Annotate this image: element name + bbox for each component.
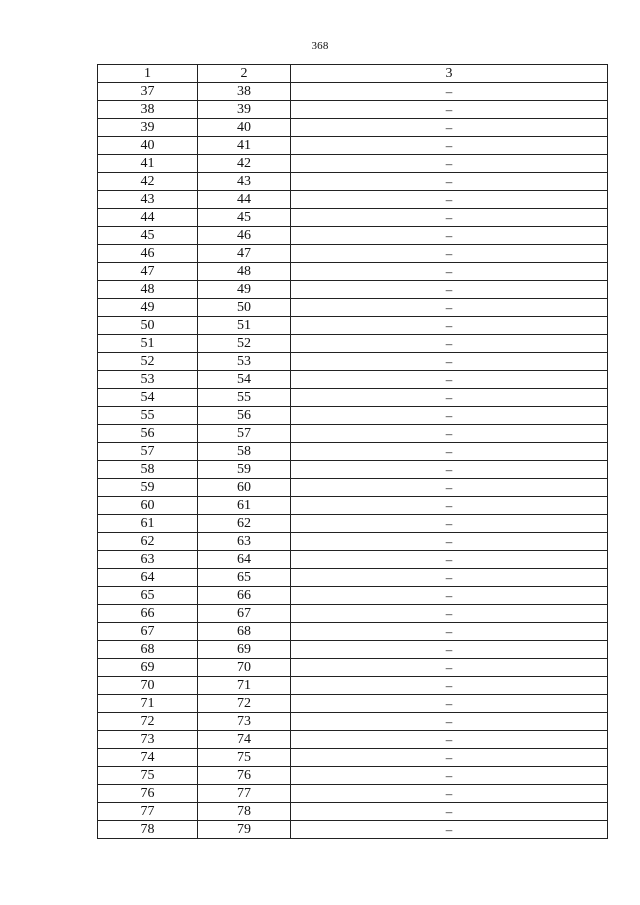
table-cell-col-3: – xyxy=(291,101,608,119)
table-cell-col-3: – xyxy=(291,479,608,497)
table-row xyxy=(98,389,608,407)
table-row xyxy=(98,173,608,191)
table-row xyxy=(98,677,608,695)
table-row xyxy=(98,425,608,443)
table-cell-col-2: 75 xyxy=(198,749,291,767)
table-row xyxy=(98,299,608,317)
table-row xyxy=(98,245,608,263)
table-cell-col-2: 62 xyxy=(198,515,291,533)
table-cell-col-1: 76 xyxy=(98,785,198,803)
table-cell-col-3: – xyxy=(291,623,608,641)
table-cell-col-2: 78 xyxy=(198,803,291,821)
table-cell-col-2: 53 xyxy=(198,353,291,371)
table-row xyxy=(98,659,608,677)
table-cell-col-1: 54 xyxy=(98,389,198,407)
table-cell-col-2: 68 xyxy=(198,623,291,641)
table-cell-col-1: 65 xyxy=(98,587,198,605)
table-cell-col-2: 65 xyxy=(198,569,291,587)
table-cell-col-3: – xyxy=(291,191,608,209)
column-header-2: 2 xyxy=(198,65,291,83)
table-cell-col-3: – xyxy=(291,209,608,227)
table-cell-col-2: 45 xyxy=(198,209,291,227)
table-cell-col-3: – xyxy=(291,641,608,659)
table-cell-col-1: 70 xyxy=(98,677,198,695)
table-cell-col-2: 77 xyxy=(198,785,291,803)
table-cell-col-2: 76 xyxy=(198,767,291,785)
table-cell-col-1: 50 xyxy=(98,317,198,335)
table-cell-col-2: 54 xyxy=(198,371,291,389)
table-row xyxy=(98,443,608,461)
table-cell-col-1: 61 xyxy=(98,515,198,533)
table-cell-col-3: – xyxy=(291,551,608,569)
table-cell-col-2: 47 xyxy=(198,245,291,263)
table-cell-col-2: 46 xyxy=(198,227,291,245)
table-cell-col-3: – xyxy=(291,173,608,191)
table-cell-col-3: – xyxy=(291,371,608,389)
table-row xyxy=(98,785,608,803)
table-cell-col-2: 66 xyxy=(198,587,291,605)
table-row xyxy=(98,371,608,389)
table-cell-col-1: 75 xyxy=(98,767,198,785)
table-row xyxy=(98,641,608,659)
table-cell-col-1: 49 xyxy=(98,299,198,317)
table-cell-col-2: 67 xyxy=(198,605,291,623)
table-cell-col-3: – xyxy=(291,83,608,101)
table-row xyxy=(98,191,608,209)
table-cell-col-3: – xyxy=(291,803,608,821)
table-cell-col-1: 77 xyxy=(98,803,198,821)
table-row xyxy=(98,335,608,353)
table-cell-col-1: 55 xyxy=(98,407,198,425)
table-cell-col-2: 38 xyxy=(198,83,291,101)
table-cell-col-2: 41 xyxy=(198,137,291,155)
table-cell-col-1: 56 xyxy=(98,425,198,443)
table-cell-col-2: 49 xyxy=(198,281,291,299)
table-cell-col-3: – xyxy=(291,137,608,155)
table-row xyxy=(98,713,608,731)
table-cell-col-2: 51 xyxy=(198,317,291,335)
table-row xyxy=(98,227,608,245)
table-row xyxy=(98,605,608,623)
table-cell-col-3: – xyxy=(291,587,608,605)
table-cell-col-1: 73 xyxy=(98,731,198,749)
table-cell-col-1: 47 xyxy=(98,263,198,281)
table-cell-col-2: 71 xyxy=(198,677,291,695)
table-header xyxy=(98,65,608,83)
table-cell-col-3: – xyxy=(291,263,608,281)
table-cell-col-1: 52 xyxy=(98,353,198,371)
table-row xyxy=(98,353,608,371)
table-row xyxy=(98,623,608,641)
table-cell-col-3: – xyxy=(291,353,608,371)
table-cell-col-1: 66 xyxy=(98,605,198,623)
table-cell-col-1: 39 xyxy=(98,119,198,137)
table-cell-col-1: 46 xyxy=(98,245,198,263)
table-row xyxy=(98,587,608,605)
table-cell-col-2: 60 xyxy=(198,479,291,497)
table-cell-col-2: 52 xyxy=(198,335,291,353)
table-cell-col-1: 78 xyxy=(98,821,198,839)
table-cell-col-1: 51 xyxy=(98,335,198,353)
table-cell-col-1: 71 xyxy=(98,695,198,713)
table-cell-col-1: 72 xyxy=(98,713,198,731)
table-cell-col-2: 55 xyxy=(198,389,291,407)
table-cell-col-1: 59 xyxy=(98,479,198,497)
table-cell-col-3: – xyxy=(291,335,608,353)
table-cell-col-3: – xyxy=(291,767,608,785)
table-cell-col-3: – xyxy=(291,461,608,479)
table-cell-col-1: 57 xyxy=(98,443,198,461)
table-cell-col-3: – xyxy=(291,119,608,137)
table-cell-col-2: 74 xyxy=(198,731,291,749)
table-cell-col-3: – xyxy=(291,695,608,713)
table-header-row xyxy=(98,65,608,83)
table-cell-col-2: 61 xyxy=(198,497,291,515)
table-cell-col-1: 53 xyxy=(98,371,198,389)
table-cell-col-2: 42 xyxy=(198,155,291,173)
table-cell-col-1: 74 xyxy=(98,749,198,767)
table-cell-col-3: – xyxy=(291,281,608,299)
table-cell-col-1: 42 xyxy=(98,173,198,191)
table-cell-col-3: – xyxy=(291,713,608,731)
table-cell-col-3: – xyxy=(291,497,608,515)
table-row xyxy=(98,263,608,281)
table-row xyxy=(98,83,608,101)
table-row xyxy=(98,803,608,821)
table-cell-col-3: – xyxy=(291,515,608,533)
table-cell-col-3: – xyxy=(291,443,608,461)
table-row xyxy=(98,533,608,551)
table-cell-col-3: – xyxy=(291,299,608,317)
table-cell-col-1: 68 xyxy=(98,641,198,659)
table-cell-col-2: 40 xyxy=(198,119,291,137)
table-cell-col-1: 44 xyxy=(98,209,198,227)
table-row xyxy=(98,515,608,533)
table-cell-col-3: – xyxy=(291,317,608,335)
table-cell-col-1: 38 xyxy=(98,101,198,119)
table-cell-col-2: 64 xyxy=(198,551,291,569)
table-cell-col-3: – xyxy=(291,245,608,263)
table-cell-col-1: 60 xyxy=(98,497,198,515)
table-row xyxy=(98,767,608,785)
table-row xyxy=(98,155,608,173)
table-cell-col-1: 48 xyxy=(98,281,198,299)
table-row xyxy=(98,731,608,749)
column-header-3: 3 xyxy=(291,65,608,83)
table-row xyxy=(98,137,608,155)
table-row xyxy=(98,101,608,119)
table-row xyxy=(98,479,608,497)
table-cell-col-1: 67 xyxy=(98,623,198,641)
table-row xyxy=(98,461,608,479)
table-cell-col-2: 50 xyxy=(198,299,291,317)
table-cell-col-2: 57 xyxy=(198,425,291,443)
table-row xyxy=(98,317,608,335)
table-cell-col-1: 37 xyxy=(98,83,198,101)
table-cell-col-1: 63 xyxy=(98,551,198,569)
table-cell-col-3: – xyxy=(291,731,608,749)
table-cell-col-3: – xyxy=(291,425,608,443)
table-row xyxy=(98,569,608,587)
table-cell-col-1: 69 xyxy=(98,659,198,677)
table-cell-col-2: 44 xyxy=(198,191,291,209)
table-row xyxy=(98,821,608,839)
table-cell-col-3: – xyxy=(291,389,608,407)
table-cell-col-2: 59 xyxy=(198,461,291,479)
column-header-1: 1 xyxy=(98,65,198,83)
table-cell-col-3: – xyxy=(291,821,608,839)
table-cell-col-2: 72 xyxy=(198,695,291,713)
table-cell-col-1: 64 xyxy=(98,569,198,587)
table-cell-col-2: 56 xyxy=(198,407,291,425)
table-cell-col-1: 43 xyxy=(98,191,198,209)
table-cell-col-3: – xyxy=(291,677,608,695)
table-cell-col-3: – xyxy=(291,569,608,587)
table-row xyxy=(98,749,608,767)
table-cell-col-1: 62 xyxy=(98,533,198,551)
table-cell-col-3: – xyxy=(291,785,608,803)
table-cell-col-3: – xyxy=(291,605,608,623)
table-cell-col-2: 63 xyxy=(198,533,291,551)
table-cell-col-3: – xyxy=(291,533,608,551)
table-cell-col-2: 58 xyxy=(198,443,291,461)
page-number: 368 xyxy=(311,40,329,52)
data-table xyxy=(97,64,608,839)
table-row xyxy=(98,209,608,227)
table-cell-col-3: – xyxy=(291,659,608,677)
table-row xyxy=(98,551,608,569)
table-cell-col-2: 73 xyxy=(198,713,291,731)
table-cell-col-3: – xyxy=(291,155,608,173)
data-table-container xyxy=(97,64,607,839)
table-row xyxy=(98,695,608,713)
table-cell-col-2: 43 xyxy=(198,173,291,191)
table-cell-col-2: 48 xyxy=(198,263,291,281)
table-row xyxy=(98,497,608,515)
table-cell-col-1: 41 xyxy=(98,155,198,173)
table-cell-col-2: 69 xyxy=(198,641,291,659)
table-row xyxy=(98,119,608,137)
table-cell-col-2: 70 xyxy=(198,659,291,677)
table-cell-col-3: – xyxy=(291,749,608,767)
table-cell-col-1: 58 xyxy=(98,461,198,479)
table-cell-col-1: 40 xyxy=(98,137,198,155)
table-cell-col-3: – xyxy=(291,227,608,245)
table-body xyxy=(98,83,608,839)
table-row xyxy=(98,407,608,425)
table-cell-col-3: – xyxy=(291,407,608,425)
table-cell-col-2: 79 xyxy=(198,821,291,839)
table-cell-col-1: 45 xyxy=(98,227,198,245)
table-cell-col-2: 39 xyxy=(198,101,291,119)
table-row xyxy=(98,281,608,299)
